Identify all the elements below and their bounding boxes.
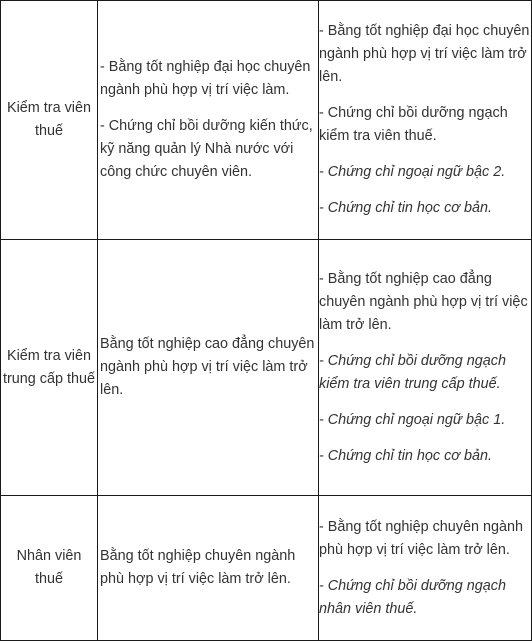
requirements-cell xyxy=(319,240,532,496)
education-line: - Bằng tốt nghiệp đại học chuyên ngành phù hợp vị trí việc làm. xyxy=(100,59,311,98)
table-row xyxy=(1,1,532,240)
requirements-cell xyxy=(319,496,532,641)
position-name: Kiểm tra viên trung cấp thuế xyxy=(2,347,95,387)
requirement-line: - Bằng tốt nghiệp chuyên ngành phù hợp vị trí việc làm trở lên. xyxy=(319,518,524,558)
education-cell xyxy=(98,1,319,240)
education-line: Bằng tốt nghiệp cao đẳng chuyên ngành phù hợp vị trí việc làm trở lên. xyxy=(100,336,315,398)
position-name: Kiểm tra viên thuế xyxy=(7,100,91,139)
position-cell xyxy=(1,240,98,496)
education-line: Bằng tốt nghiệp chuyên ngành phù hợp vị trí việc làm trở lên. xyxy=(100,548,296,587)
position-cell xyxy=(1,1,98,240)
table-row xyxy=(1,496,532,641)
position-name: Nhân viên thuế xyxy=(16,548,82,587)
requirement-line: - Chứng chỉ ngoại ngữ bậc 1. xyxy=(319,411,506,428)
requirement-line: - Chứng chỉ tin học cơ bản. xyxy=(319,447,493,464)
requirement-line: - Chứng chỉ ngoại ngữ bậc 2. xyxy=(319,164,506,180)
requirement-line: - Chứng chỉ bồi dưỡng ngạch kiểm tra viên thuế. xyxy=(319,105,508,144)
education-cell xyxy=(98,240,319,496)
requirements-cell xyxy=(319,1,532,240)
table-row xyxy=(1,240,532,496)
requirement-line: - Bằng tốt nghiệp đại học chuyên ngành phù hợp vị trí việc làm trở lên. xyxy=(319,23,530,85)
requirement-line: - Chứng chỉ tin học cơ bản. xyxy=(319,200,493,216)
requirement-line: - Bằng tốt nghiệp cao đẳng chuyên ngành phù hợp vị trí việc làm trở lên. xyxy=(319,270,528,333)
requirement-line: - Chứng chỉ bồi dưỡng ngạch nhân viên thuế. xyxy=(319,577,506,617)
requirement-line: - Chứng chỉ bồi dưỡng ngạch kiểm tra viên trung cấp thuế. xyxy=(319,352,506,392)
position-cell xyxy=(1,496,98,641)
education-cell xyxy=(98,496,319,641)
education-line: - Chứng chỉ bồi dưỡng kiến thức, kỹ năng quản lý Nhà nước với công chức chuyên viên. xyxy=(100,118,313,180)
